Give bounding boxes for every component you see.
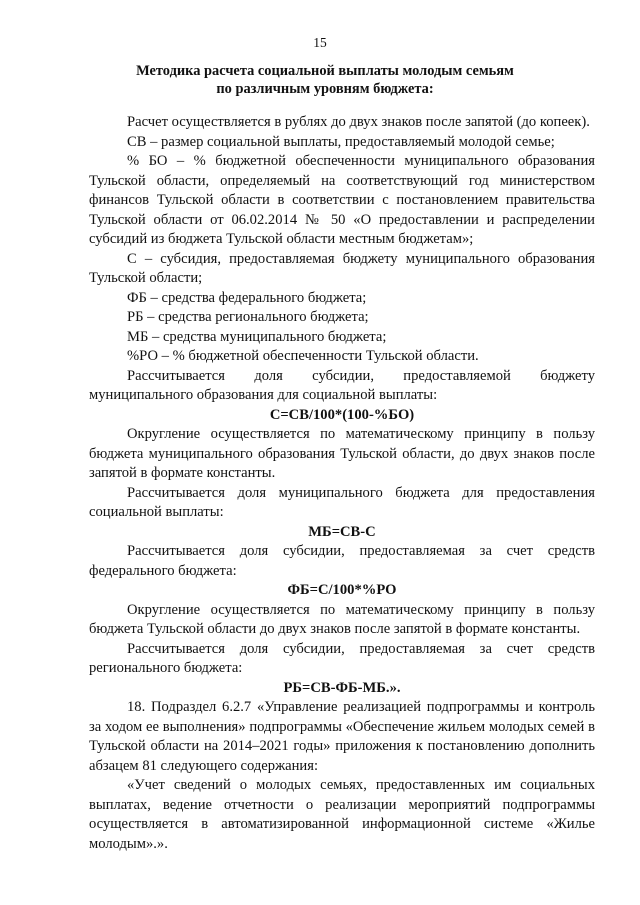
paragraph-bo-definition: % БО – % бюджетной обеспеченности муниципального образования Тульской области, определяемый на соответствующий год министерством финансов Тульской области в соответствии с постановлением правительства Тульской области от 06.02.2014 № 50 «О предоставлении и распределении субсидий из бюджета Тульской области местным бюджетам»; bbox=[89, 153, 595, 247]
paragraph-rb-definition: РБ – средства регионального бюджета; bbox=[127, 309, 369, 325]
formula-federal: ФБ=С/100*%РО bbox=[287, 582, 397, 598]
document-body bbox=[89, 113, 595, 854]
paragraph-fb-definition: ФБ – средства федерального бюджета; bbox=[127, 289, 367, 306]
formula-subsidy: С=СВ/100*(100-%БО) bbox=[269, 406, 415, 423]
title-line-2: по различным уровням бюджета: bbox=[216, 81, 434, 97]
paragraph-c-definition: С – субсидия, предоставляемая бюджету муниципального образования Тульской области; bbox=[89, 250, 595, 286]
title-line-1: Методика расчета социальной выплаты молодым семьям bbox=[136, 63, 514, 79]
paragraph-rounding-municipal: Округление осуществляется по математическому принципу в пользу бюджета муниципального образования Тульской области, до двух знаков после запятой в формате константы. bbox=[89, 426, 595, 481]
paragraph-rounding: Расчет осуществляется в рублях до двух знаков после запятой (до копеек). bbox=[127, 114, 590, 130]
paragraph-subsidy-share: Рассчитывается доля субсидии, предоставляемой бюджету муниципального образования для социальной выплаты: bbox=[89, 367, 595, 403]
formula-regional: РБ=СВ-ФБ-МБ.». bbox=[283, 679, 401, 696]
paragraph-municipal-share: Рассчитывается доля муниципального бюджета для предоставления социальной выплаты: bbox=[89, 484, 595, 520]
paragraph-regional-share: Рассчитывается доля субсидии, предоставляемая за счет средств регионального бюджета: bbox=[89, 640, 595, 676]
page-number: 15 bbox=[313, 35, 327, 50]
paragraph-rounding-regional: Округление осуществляется по математическому принципу в пользу бюджета Тульской области до двух знаков после запятой в формате константы. bbox=[89, 601, 595, 637]
paragraph-sv-definition: СВ – размер социальной выплаты, предоставляемый молодой семье; bbox=[127, 133, 555, 150]
formula-municipal: МБ=СВ-С bbox=[308, 523, 376, 540]
paragraph-item-18: 18. Подраздел 6.2.7 «Управление реализацией подпрограммы и контроль за ходом ее выполнения» подпрограммы «Обеспечение жильем молодых семей в Тульской области на 2014–2021 годы» приложения к постановлению дополнить абзацем 81 следующего содержания: bbox=[89, 699, 595, 774]
paragraph-ro-definition: %РО – % бюджетной обеспеченности Тульской области. bbox=[127, 348, 479, 364]
section-title bbox=[90, 62, 560, 98]
paragraph-mb-definition: МБ – средства муниципального бюджета; bbox=[127, 328, 387, 345]
paragraph-federal-share: Рассчитывается доля субсидии, предоставляемая за счет средств федерального бюджета: bbox=[89, 543, 595, 579]
paragraph-quote: «Учет сведений о молодых семьях, предоставленных им социальных выплатах, ведение отчетности о реализации мероприятий подпрограммы осуществляется в автоматизированной информационной системе «Жилье молодым».». bbox=[89, 777, 595, 852]
